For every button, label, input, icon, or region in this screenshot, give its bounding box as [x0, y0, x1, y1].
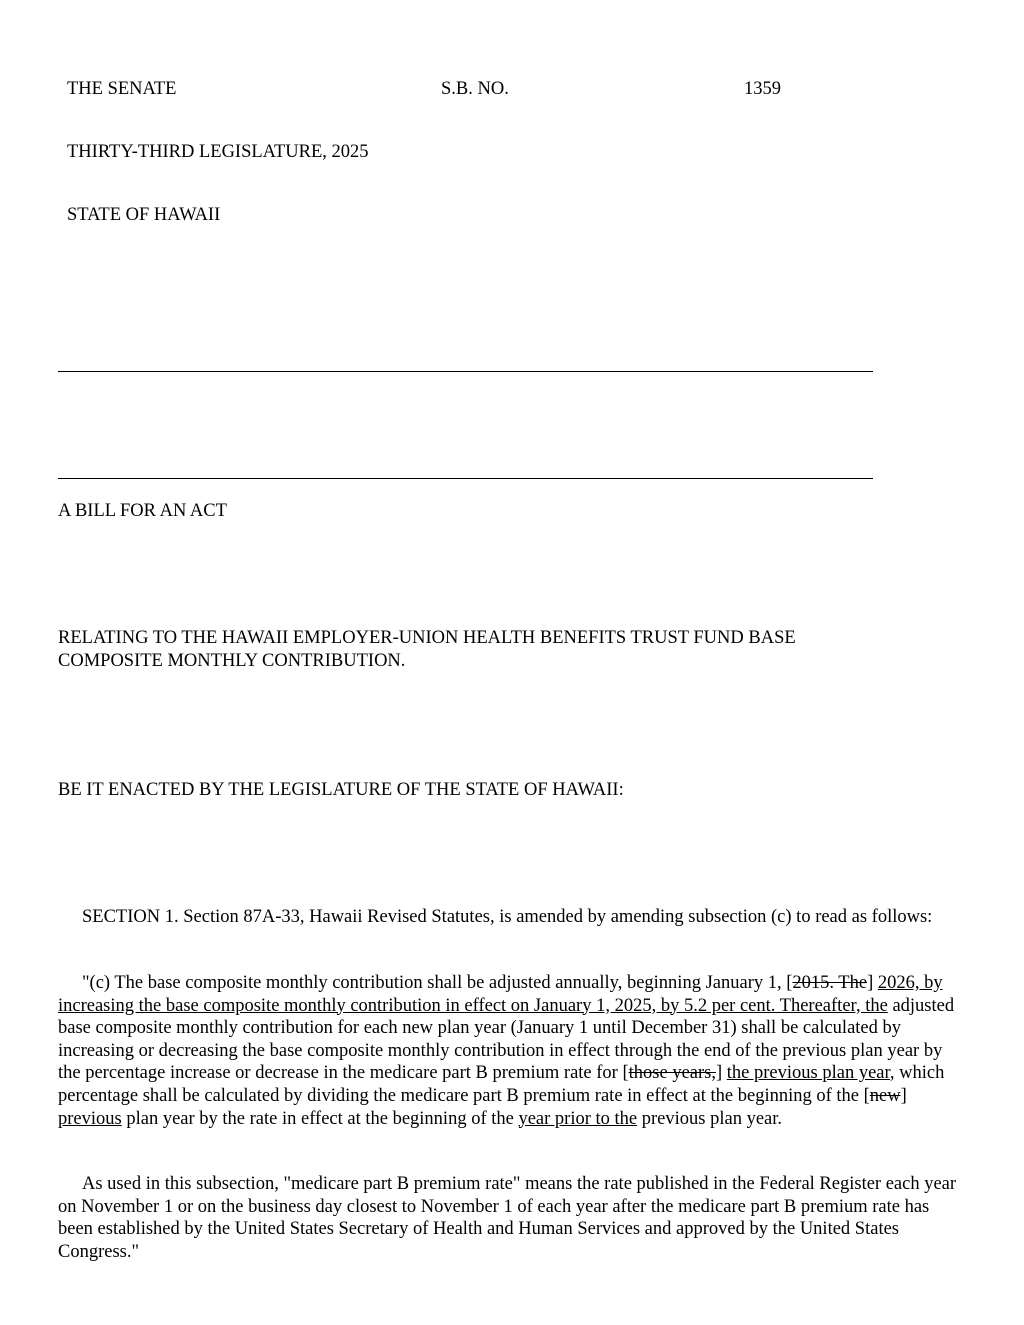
- subsection-c-text-5: , which percentage shall be calculated by dividing the medicare part B premium rate in effect at the beginning of the [: [58, 1063, 945, 1106]
- inserted-text-3: previous: [58, 1108, 122, 1129]
- inserted-text-2: the previous plan year: [726, 1063, 890, 1084]
- state-label: STATE OF HAWAII: [67, 205, 221, 225]
- subsection-c-text-4: ]: [715, 1063, 727, 1084]
- deleted-text-3: new: [869, 1085, 901, 1106]
- subsection-c-text-8: previous plan year.: [637, 1108, 783, 1129]
- legislature-label: THIRTY-THIRD LEGISLATURE, 2025: [67, 142, 369, 162]
- bill-title-line-2: COMPOSITE MONTHLY CONTRIBUTION.: [58, 651, 406, 671]
- enacting-clause: BE IT ENACTED BY THE LEGISLATURE OF THE STATE OF HAWAII:: [58, 780, 624, 800]
- subsection-c-text-2: ]: [867, 973, 878, 993]
- definition-text: As used in this subsection, "medicare part B premium rate" means the rate published in the Federal Register each year on November 1 or on the business day closest to November 1 of each year after the medicare part B premium rate has been established by the United States Secretary of Health and Human Services and approved by the United States Congress.": [58, 1174, 957, 1262]
- divider-bottom: [58, 478, 873, 479]
- divider-top: [58, 371, 873, 372]
- section-1-intro: [58, 906, 968, 929]
- section-1-intro-text: SECTION 1. Section 87A-33, Hawaii Revised Statutes, is amended by amending subsection (c) to read as follows:: [82, 907, 933, 927]
- bill-number-label: S.B. NO.: [441, 79, 509, 99]
- subsection-c-text-6: ]: [900, 1085, 907, 1106]
- chamber-label: THE SENATE: [67, 79, 177, 99]
- subsection-c-text-7: plan year by the rate in effect at the beginning of the: [121, 1108, 519, 1129]
- bill-heading: A BILL FOR AN ACT: [58, 501, 227, 521]
- inserted-text-1: 2026, by increasing the base composite monthly contribution in effect on January 1, 2025, by 5.2 per cent. Thereafter, the: [58, 973, 943, 1016]
- deleted-text-2: those years,: [628, 1063, 716, 1084]
- section-1-subsection-c: [58, 972, 968, 1130]
- inserted-text-4: year prior to the: [518, 1108, 638, 1129]
- section-1-definition: [58, 1173, 968, 1263]
- subsection-c-text: [58, 972, 968, 1130]
- bill-title-line-1: RELATING TO THE HAWAII EMPLOYER-UNION HEALTH BENEFITS TRUST FUND BASE: [58, 628, 796, 648]
- bill-number: 1359: [744, 79, 781, 99]
- subsection-c-text-1: "(c) The base composite monthly contribution shall be adjusted annually, beginning January 1, [: [82, 973, 793, 993]
- subsection-c-text-3: adjusted base composite monthly contribution for each new plan year (January 1 until December 31) shall be calculated by increasing or decreasing the base composite monthly contribution in effect through the end of the previous plan year by the percentage increase or decrease in the medicare part B premium rate for [: [58, 995, 955, 1084]
- deleted-text-1: 2015. The: [792, 973, 868, 993]
